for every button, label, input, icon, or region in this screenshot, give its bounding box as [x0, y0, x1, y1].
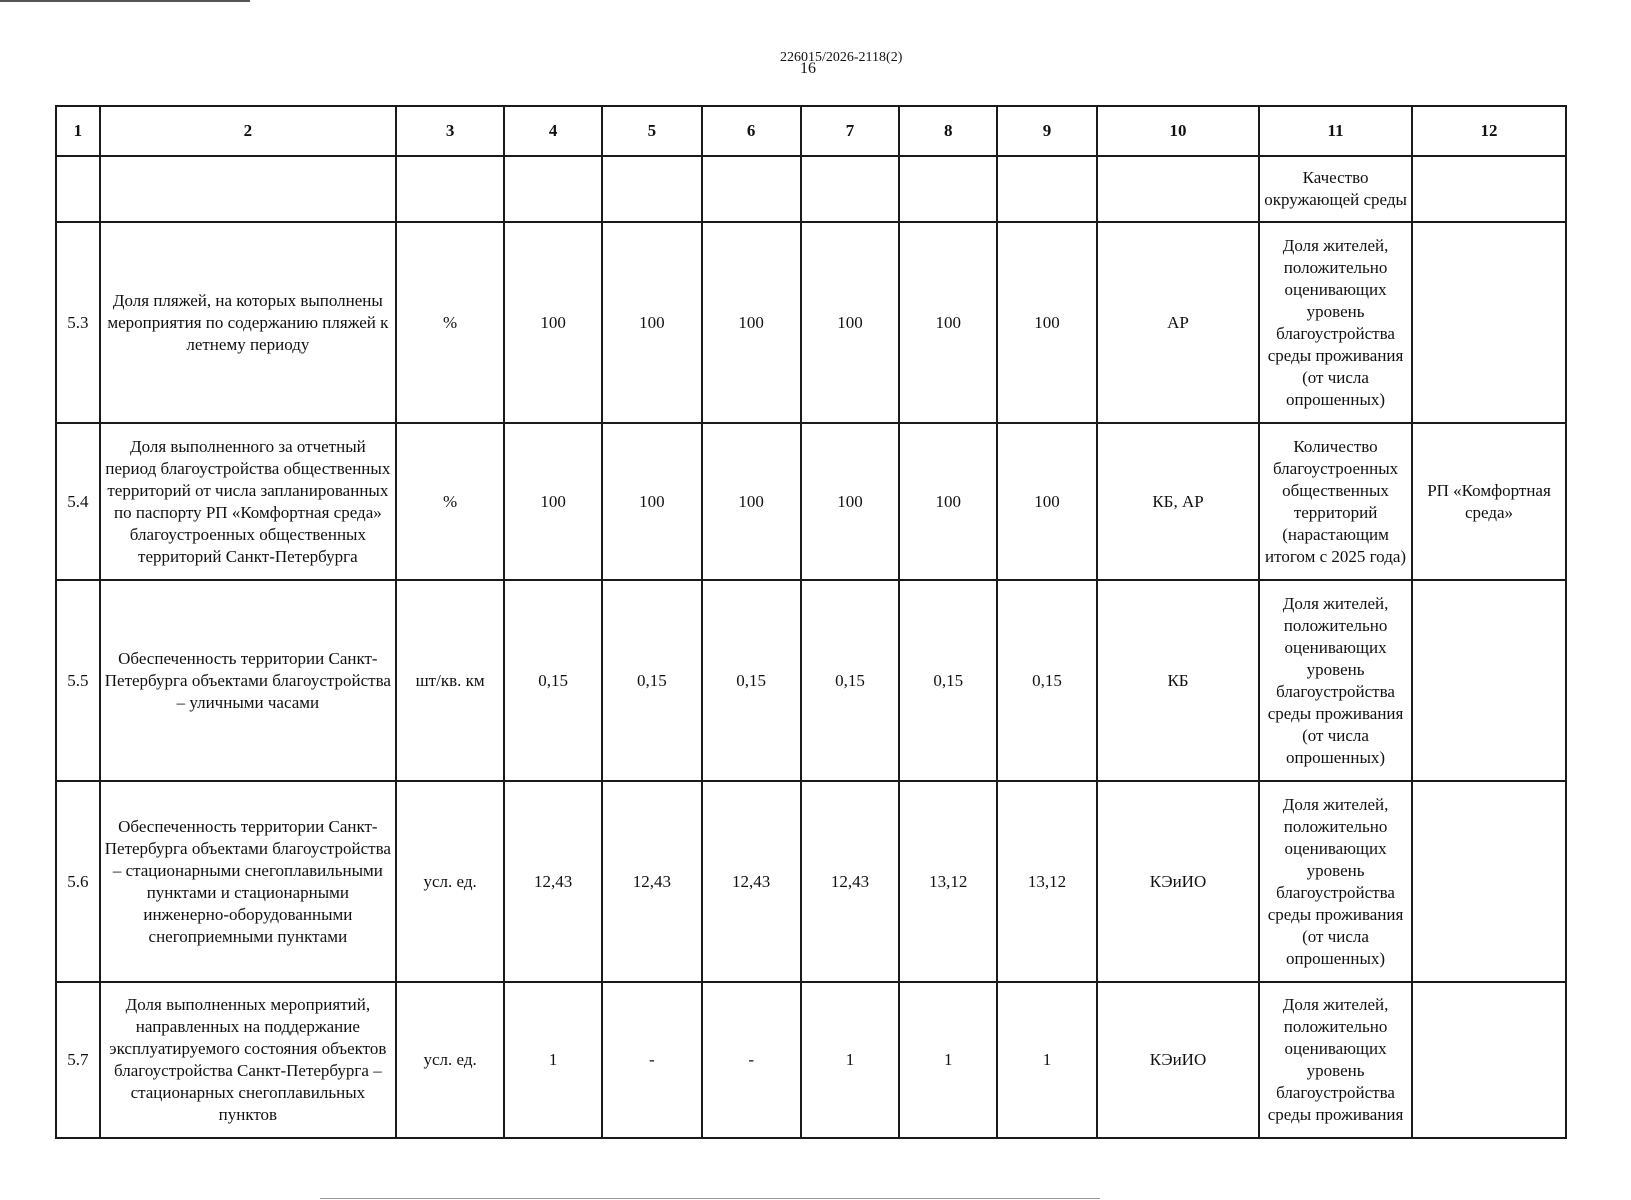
column-header: 4 [504, 106, 602, 156]
column-header: 3 [396, 106, 504, 156]
scan-bottom-line [320, 1198, 1100, 1199]
table-cell: 0,15 [602, 580, 702, 781]
table-cell: 5.6 [56, 781, 100, 982]
table-cell: % [396, 423, 504, 580]
scan-edge-line [0, 0, 250, 2]
table-cell: 5.7 [56, 982, 100, 1138]
table-cell: 0,15 [801, 580, 900, 781]
table-cell: 1 [801, 982, 900, 1138]
table-cell: 100 [801, 423, 900, 580]
table-cell: 100 [504, 423, 602, 580]
table-cell [396, 156, 504, 222]
table-cell: 0,15 [997, 580, 1097, 781]
table-cell: 100 [899, 222, 997, 423]
table-cell: Доля жителей, положительно оценивающих уровень благоустройства среды проживания (от числа опрошенных) [1259, 580, 1412, 781]
table-cell: 0,15 [702, 580, 801, 781]
column-header: 8 [899, 106, 997, 156]
table-cell [899, 156, 997, 222]
table-cell: КЭиИО [1097, 982, 1259, 1138]
document-reference: 226015/2026-2118(2) [780, 50, 903, 65]
table-row [56, 423, 1566, 580]
table-row [56, 156, 1566, 222]
table-cell: % [396, 222, 504, 423]
table-cell: 100 [801, 222, 900, 423]
column-header: 11 [1259, 106, 1412, 156]
table-cell [602, 156, 702, 222]
header-row [56, 106, 1566, 156]
table-cell: КБ [1097, 580, 1259, 781]
table-cell: 100 [997, 222, 1097, 423]
table-cell [1412, 222, 1566, 423]
table-cell: Доля выполненных мероприятий, направленных на поддержание эксплуатируемого состояния объектов благоустройства Санкт-Петербурга – стационарных снегоплавильных пунктов [100, 982, 396, 1138]
table-cell [504, 156, 602, 222]
table-cell: Качество окружающей среды [1259, 156, 1412, 222]
table-cell: 5.3 [56, 222, 100, 423]
table-row [56, 982, 1566, 1138]
table-cell: усл. ед. [396, 781, 504, 982]
table-cell: 5.4 [56, 423, 100, 580]
table-cell: Обеспеченность территории Санкт-Петербурга объектами благоустройства – уличными часами [100, 580, 396, 781]
table-cell: 5.5 [56, 580, 100, 781]
table-cell: 1 [997, 982, 1097, 1138]
table-cell [801, 156, 900, 222]
table-cell [1412, 781, 1566, 982]
table-cell: 12,43 [801, 781, 900, 982]
table-cell: 100 [602, 423, 702, 580]
table-cell: Доля жителей, положительно оценивающих уровень благоустройства среды проживания (от числа опрошенных) [1259, 222, 1412, 423]
table-cell: Обеспеченность территории Санкт-Петербурга объектами благоустройства – стационарными снегоплавильными пунктами и стационарными инженерно-оборудованными снегоприемными пунктами [100, 781, 396, 982]
table-cell: РП «Комфортная среда» [1412, 423, 1566, 580]
table-cell: 1 [504, 982, 602, 1138]
table-cell: Доля жителей, положительно оценивающих уровень благоустройства среды проживания [1259, 982, 1412, 1138]
column-header: 7 [801, 106, 900, 156]
table-cell: 13,12 [899, 781, 997, 982]
table-cell [1412, 580, 1566, 781]
table-cell: 12,43 [702, 781, 801, 982]
table-cell [997, 156, 1097, 222]
table-row [56, 580, 1566, 781]
column-header: 5 [602, 106, 702, 156]
table-cell: Доля пляжей, на которых выполнены мероприятия по содержанию пляжей к летнему периоду [100, 222, 396, 423]
column-header: 9 [997, 106, 1097, 156]
column-header: 6 [702, 106, 801, 156]
table-cell: шт/кв. км [396, 580, 504, 781]
table-cell: усл. ед. [396, 982, 504, 1138]
column-header: 12 [1412, 106, 1566, 156]
table-cell: 12,43 [602, 781, 702, 982]
table-cell: 1 [899, 982, 997, 1138]
table-cell: Доля жителей, положительно оценивающих уровень благоустройства среды проживания (от числа опрошенных) [1259, 781, 1412, 982]
table-cell [1412, 156, 1566, 222]
table-cell: 12,43 [504, 781, 602, 982]
table-cell: - [602, 982, 702, 1138]
table-cell: 100 [702, 222, 801, 423]
table-cell: 13,12 [997, 781, 1097, 982]
table-cell: КЭиИО [1097, 781, 1259, 982]
table-cell [1097, 156, 1259, 222]
table-cell: Количество благоустроенных общественных территорий (нарастающим итогом с 2025 года) [1259, 423, 1412, 580]
table-cell: Доля выполненного за отчетный период благоустройства общественных территорий от числа запланированных по паспорту РП «Комфортная среда» благоустроенных общественных территорий Санкт-Петербурга [100, 423, 396, 580]
table-cell: 100 [504, 222, 602, 423]
table-cell [1412, 982, 1566, 1138]
table-cell [702, 156, 801, 222]
table-cell: АР [1097, 222, 1259, 423]
table-cell [100, 156, 396, 222]
table-cell: 100 [702, 423, 801, 580]
page-number: 16 [800, 60, 816, 77]
table-cell [56, 156, 100, 222]
table-cell: 0,15 [504, 580, 602, 781]
column-header: 1 [56, 106, 100, 156]
table-cell: 0,15 [899, 580, 997, 781]
table-row [56, 781, 1566, 982]
table-cell: 100 [899, 423, 997, 580]
table-cell: 100 [997, 423, 1097, 580]
table-cell: КБ, АР [1097, 423, 1259, 580]
column-header: 2 [100, 106, 396, 156]
table-row [56, 222, 1566, 423]
table-cell: - [702, 982, 801, 1138]
table-cell: 100 [602, 222, 702, 423]
column-header: 10 [1097, 106, 1259, 156]
indicators-table [55, 105, 1567, 1139]
